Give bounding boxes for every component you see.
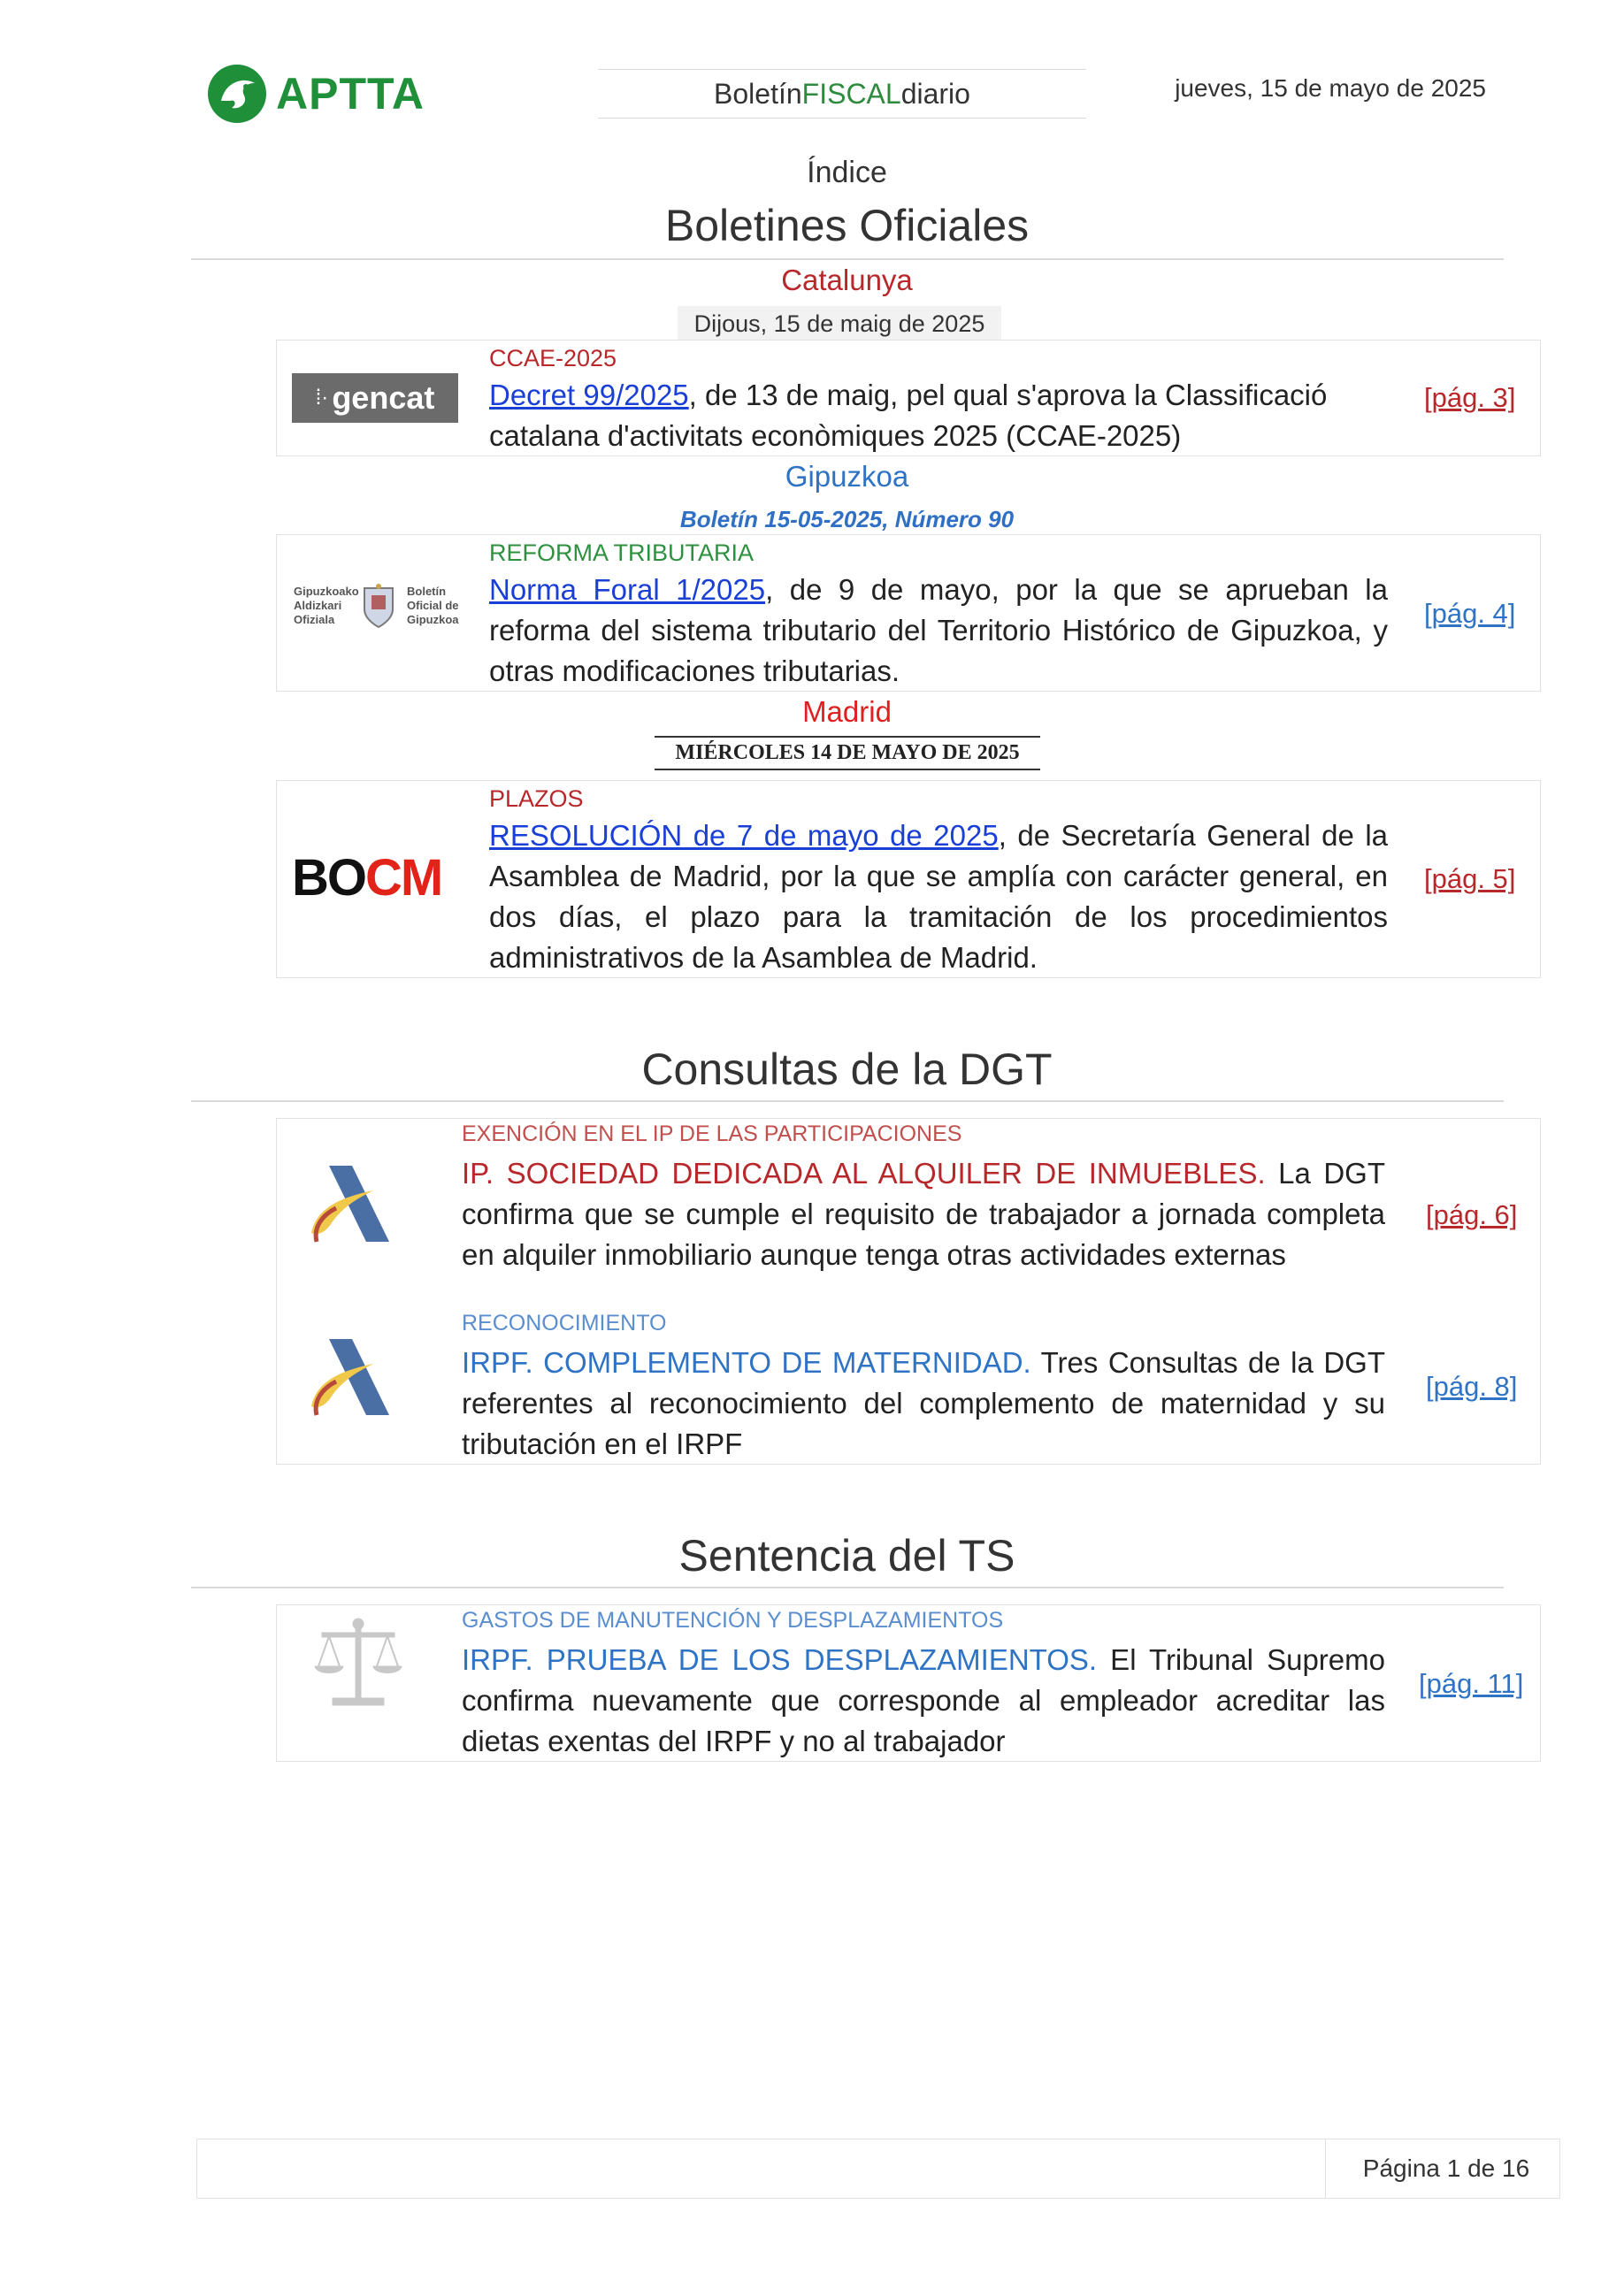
page-ref-link[interactable]: [pág. 5] — [1424, 863, 1516, 894]
category-label: CCAE-2025 — [489, 345, 617, 371]
page-ref-link[interactable]: [pág. 4] — [1424, 598, 1516, 629]
aptta-logo — [205, 58, 458, 129]
date-catalunya-text: Dijous, 15 de maig de 2025 — [693, 310, 985, 337]
bulletin-title — [598, 69, 1086, 119]
bulletin-title-prefix: Boletín — [714, 77, 802, 110]
entry-text — [489, 815, 1388, 978]
page-ref-link[interactable]: [pág. 3] — [1424, 382, 1516, 413]
entry-text — [462, 1153, 1385, 1275]
entry-description: El Tribunal Supremo confirma nuevamente que corresponde al empleador acreditar las dietas exentas del IRPF y no al trabajador — [462, 1643, 1385, 1757]
category-label: PLAZOS — [489, 785, 584, 812]
entry-headline: IRPF. COMPLEMENTO DE MATERNIDAD. — [462, 1346, 1031, 1379]
aptta-dragon-icon — [205, 62, 269, 126]
entry-description: , de 9 de mayo, por la que se aprueban la reforma del sistema tributario del Territorio Histórico de Gipuzkoa, y otras modificaciones tributarias. — [489, 573, 1388, 687]
entry-description: , de Secretaría General de la Asamblea de Madrid, por la que se amplía con carácter general, en dos días, el plazo para la tramitación de los procedimientos administrativos de la Asamblea de Madrid. — [489, 819, 1389, 974]
page-ref-link[interactable]: [pág. 11] — [1419, 1668, 1524, 1699]
section-divider — [191, 258, 1504, 260]
logo-text: APTTA — [276, 69, 425, 119]
section-title-boletines: Boletines Oficiales — [664, 201, 1030, 250]
page-ref-link[interactable]: [pág. 6] — [1426, 1199, 1518, 1230]
entry-headline: IRPF. PRUEBA DE LOS DESPLAZAMIENTOS. — [462, 1643, 1098, 1676]
gencat-logo — [292, 373, 458, 423]
bulletin-title-suffix: diario — [900, 77, 970, 110]
norma-foral-link[interactable]: Norma Foral 1/2025 — [489, 573, 766, 606]
gipuzkoa-logo — [294, 575, 462, 637]
section-title-ts: Sentencia del TS — [678, 1531, 1015, 1580]
aeat-logo-icon — [304, 1337, 396, 1419]
header-date: jueves, 15 de mayo de 2025 — [1175, 74, 1486, 102]
scales-of-justice-icon — [310, 1615, 407, 1712]
aeat-logo-icon — [304, 1164, 396, 1245]
entry-description: La DGT confirma que se cumple el requisito de trabajador a jornada completa en alquiler inmobiliario aunque tenga otras actividades externas — [462, 1157, 1385, 1271]
gipuzkoa-logo-left-text: Gipuzkoako Aldizkari Ofiziala — [294, 585, 359, 626]
page-number: Página 1 de 16 — [1362, 2154, 1530, 2182]
date-gipuzkoa: Boletín 15-05-2025, Número 90 — [679, 506, 1015, 532]
entry-description: Tres Consultas de la DGT referentes al reconocimiento del complemento de maternidad y su tributación en el IRPF — [462, 1346, 1385, 1460]
region-madrid: Madrid — [802, 695, 892, 728]
bulletin-title-highlight: FISCAL — [801, 77, 901, 110]
date-catalunya — [678, 306, 1001, 341]
entry-text — [462, 1640, 1385, 1762]
entry-headline: IP. SOCIEDAD DEDICADA AL ALQUILER DE INMUEBLES. — [462, 1157, 1266, 1190]
page-ref-link[interactable]: [pág. 8] — [1426, 1371, 1518, 1402]
category-label: GASTOS DE MANUTENCIÓN Y DESPLAZAMIENTOS — [462, 1608, 1004, 1633]
category-label: EXENCIÓN EN EL IP DE LAS PARTICIPACIONES — [462, 1121, 962, 1146]
gipuzkoa-shield-icon — [361, 583, 396, 629]
gipuzkoa-logo-right-text: Boletín Oficial de Gipuzkoa — [407, 585, 459, 626]
bocm-logo — [292, 851, 465, 906]
bocm-logo-cm: CM — [365, 849, 442, 907]
gencat-dots-icon: ⁞· — [315, 386, 329, 409]
region-catalunya: Catalunya — [781, 264, 913, 296]
resolucion-link[interactable]: RESOLUCIÓN de 7 de mayo de 2025 — [489, 819, 999, 852]
category-label: RECONOCIMIENTO — [462, 1311, 667, 1336]
section-divider — [191, 1100, 1504, 1102]
category-label: REFORMA TRIBUTARIA — [489, 540, 755, 566]
index-label: Índice — [807, 156, 887, 189]
section-title-dgt: Consultas de la DGT — [641, 1045, 1053, 1094]
footer-divider — [1325, 2139, 1326, 2199]
entry-text — [462, 1343, 1385, 1465]
bocm-logo-bo: BO — [292, 849, 365, 907]
entry-description: , de 13 de maig, pel qual s'aprova la Classificació catalana d'activitats econòmiques 2025 (CCAE-2025) — [489, 379, 1328, 452]
gencat-logo-text: gencat — [332, 379, 435, 416]
entry-text — [489, 375, 1393, 456]
date-madrid: MIÉRCOLES 14 DE MAYO DE 2025 — [655, 736, 1040, 770]
decree-link[interactable]: Decret 99/2025 — [489, 379, 689, 411]
entry-text — [489, 570, 1388, 692]
section-divider — [191, 1587, 1504, 1588]
region-gipuzkoa: Gipuzkoa — [785, 460, 909, 493]
